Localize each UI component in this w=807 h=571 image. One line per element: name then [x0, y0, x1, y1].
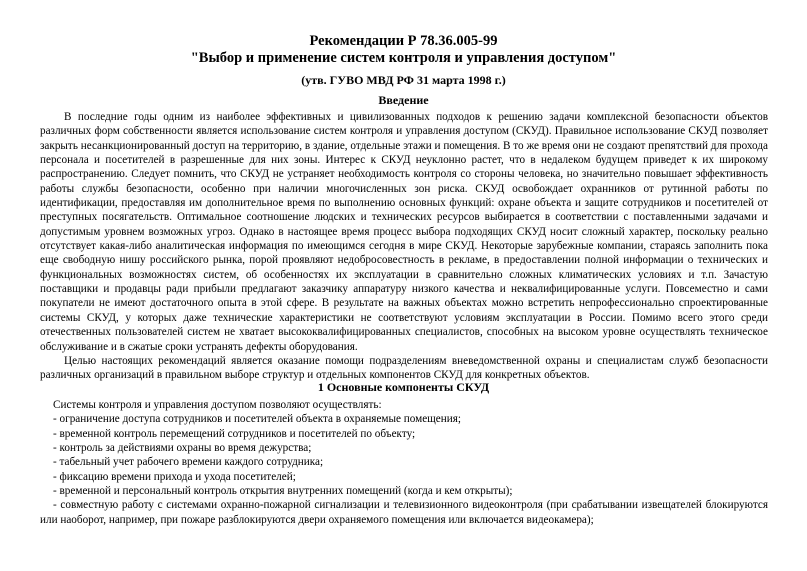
document-title: Рекомендации Р 78.36.005-99	[309, 33, 498, 49]
intro-paragraph-2: Целью настоящих рекомендаций является оказание помощи подразделениям вневедомственной охраны и специалистам служб безопасности различных организаций в правильном выборе структур и отдельных компонентов СКУД для конкретных объектов.	[40, 354, 768, 382]
intro-section	[40, 110, 768, 383]
list-item: - временной и персональный контроль открытия внутренних помещений (когда и кем открыты);	[53, 485, 513, 498]
section-heading: 1 Основные компоненты СКУД	[317, 380, 490, 394]
list-item: - совместную работу с системами охранно-пожарной сигнализации и телевизионного видеоконтроля (при срабатывании извещателей блокируются или наоборот, например, при пожаре разблокируются двери охраняемого помещения или включается видеокамера);	[40, 499, 768, 526]
list-item: - контроль за действиями охраны во время дежурства;	[53, 442, 312, 455]
list-item: - табельный учет рабочего времени каждого сотрудника;	[53, 456, 324, 469]
intro-heading: Введение	[378, 93, 429, 107]
list-item: - ограничение доступа сотрудников и посетителей объекта в охраняемые помещения;	[53, 413, 461, 426]
document-subtitle: "Выбор и применение систем контроля и управления доступом"	[190, 50, 617, 66]
list-item: - фиксацию времени прихода и ухода посетителей;	[53, 470, 296, 483]
list-item: - временной контроль перемещений сотрудников и посетителей по объекту;	[53, 427, 416, 440]
approval-note: (утв. ГУВО МВД РФ 31 марта 1998 г.)	[301, 73, 506, 87]
section-lead: Системы контроля и управления доступом позволяют осуществлять:	[53, 399, 382, 411]
section-1-content	[40, 398, 768, 527]
capabilities-list	[40, 412, 768, 527]
intro-paragraph-1: В последние годы одним из наиболее эффективных и цивилизованных подходов к решению задачи комплексной безопасности объектов различных форм собственности является использование систем контроля и управления доступом (СКУД). Правильное использование СКУД позволяет закрыть несанкционированный доступ на территорию, в здание, отдельные этажи и помещения. В то же время они не создают препятствий для прохода персонала и посетителей в разрешенные для них зоны. Интерес к СКУД неуклонно растет, что в недалеком будущем приведет к их широкому распространению. Следует помнить, что СКУД не устраняет необходимость контроля со стороны человека, но значительно повышает эффективность работы службы безопасности, особенно при наличии многочисленных зон риска. СКУД освобождает охранников от рутинной работы по идентификации, предоставляя им дополнительное время по выполнению основных функций: охране объекта и защите сотрудников и посетителей от преступных посягательств. Оптимальное соотношение людских и технических ресурсов выбирается в соответствии с поставленными задачами и допустимым уровнем возможных угроз. Однако в настоящее время процесс выбора подходящих СКУД носит сложный характер, поскольку реально отсутствует какая-либо аналитическая информация по имеющимся сегодня в мире СКУД. Некоторые зарубежные компании, стараясь заполнить пока еще свободную нишу российского рынка, порой проявляют недобросовестность в рекламе, в предоставлении полной информации о технических и функциональных возможностях систем, об особенностях их эксплуатации в сравнительно сложных климатических условиях и т.п. Зачастую поставщики и продавцы ради прибыли предлагают заказчику аппаратуру низкого качества и неквалифицированные услуги. Повсеместно и сами покупатели не имеют достаточного опыта в этой сфере. В результате на важных объектах можно встретить непрофессионально спроектированные системы СКУД, у которых даже технические характеристики не соответствуют условиям эксплуатации в России. Помимо всего этого среди отечественных пользователей систем не хватает высококвалифицированных специалистов, способных на высоком уровне осуществлять техническое обслуживание и в сжатые сроки устранять дефекты оборудования.	[40, 111, 768, 353]
